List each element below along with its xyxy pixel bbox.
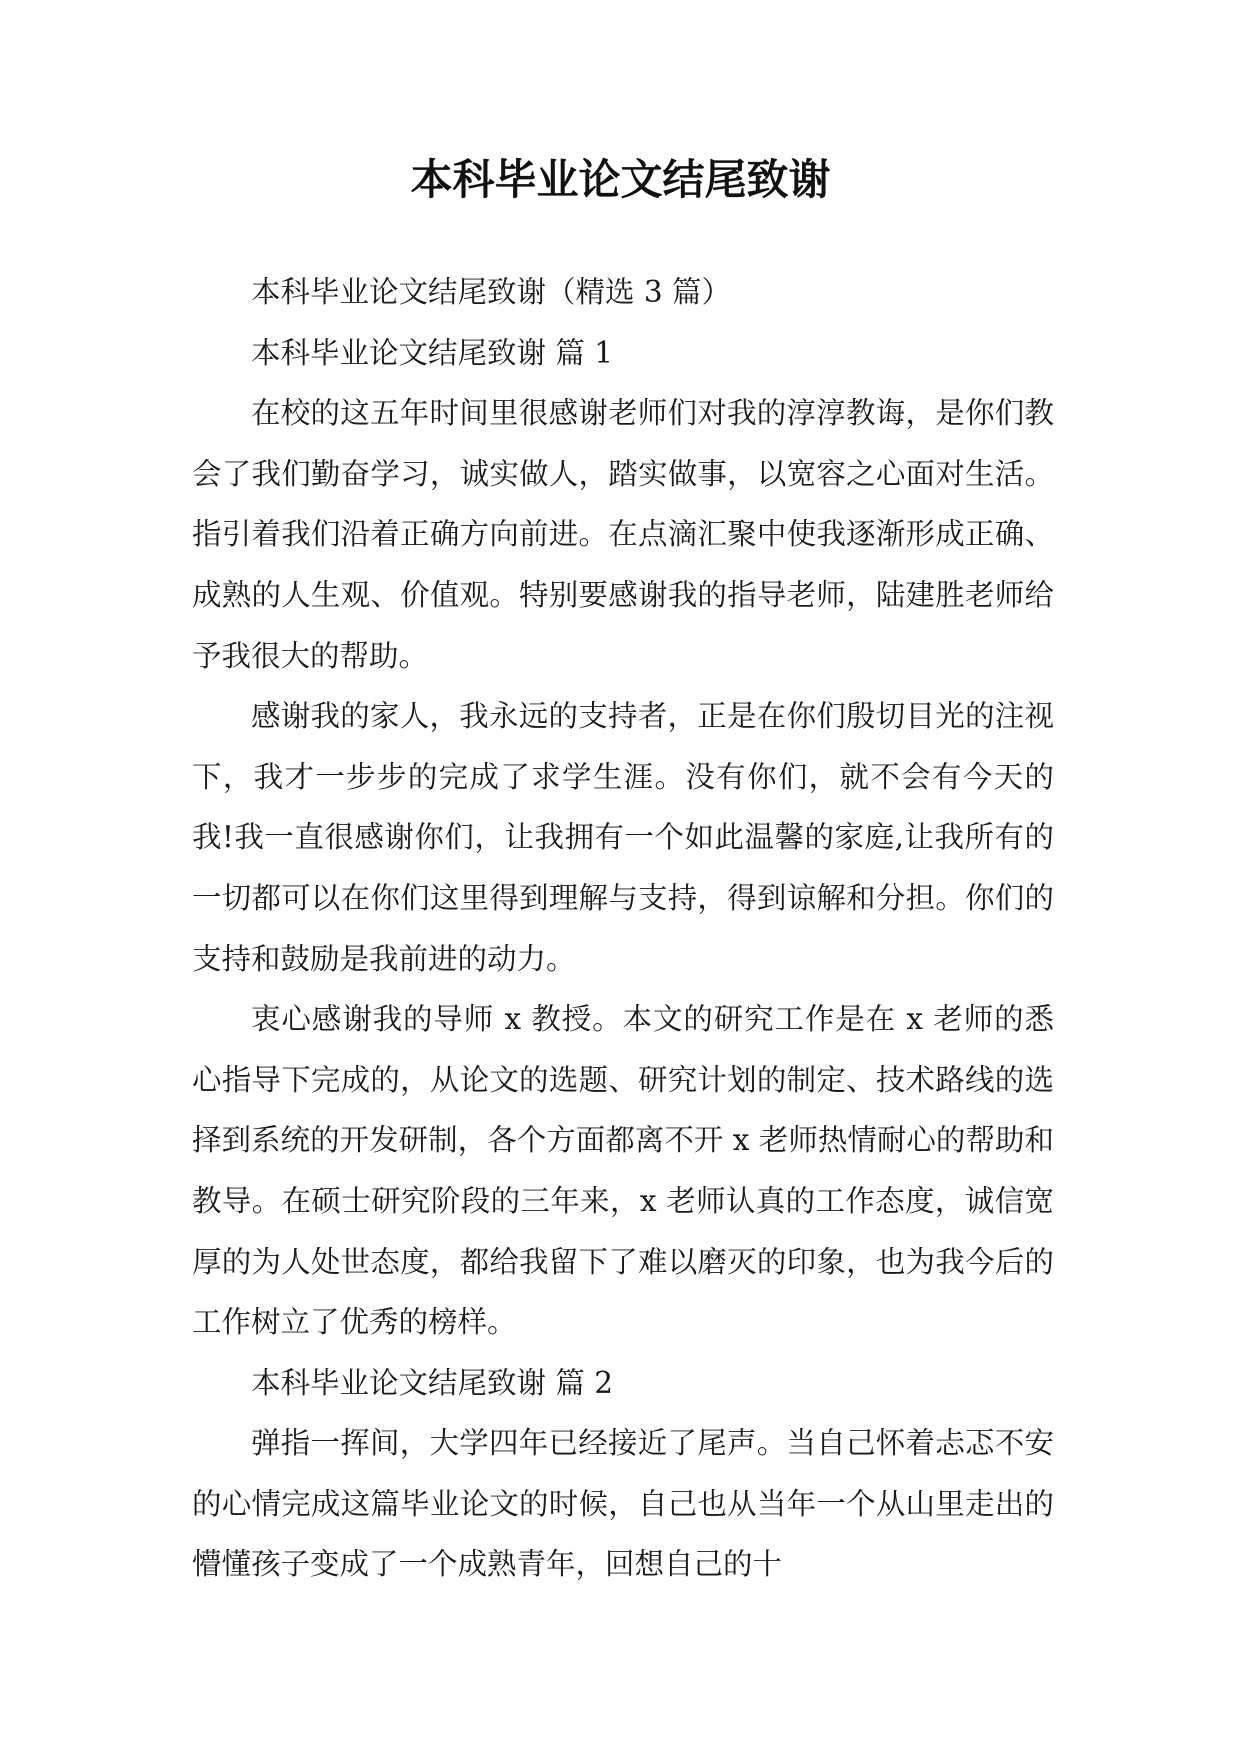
document-title: 本科毕业论文结尾致谢	[410, 155, 831, 204]
section-heading: 本科毕业论文结尾致谢 篇 2	[251, 1365, 614, 1400]
paragraph: 衷心感谢我的导师 x 教授。本文的研究工作是在 x 老师的悉心指导下完成的，从论文的选题、研究计划的制定、技术路线的选择到系统的开发研制，各个方面都离不开 x 老师热情耐心的帮助和教导。在硕士研究阶段的三年来，x 老师认真的工作态度，诚信宽厚的为人处世态度，都给我留下了难以磨灭的印象，也为我今后的工作树立了优秀的榜样。	[192, 1002, 1054, 1340]
paragraph: 感谢我的家人，我永远的支持者，正是在你们殷切目光的注视下，我才一步步的完成了求学生涯。没有你们，就不会有今天的我!我一直很感谢你们，让我拥有一个如此温馨的家庭,让我所有的一切都可以在你们这里得到理解与支持，得到谅解和分担。你们的支持和鼓励是我前进的动力。	[192, 699, 1054, 976]
document-subtitle: 本科毕业论文结尾致谢（精选 3 篇）	[251, 275, 732, 309]
document-body	[192, 262, 1054, 1595]
section-heading: 本科毕业论文结尾致谢 篇 1	[251, 335, 614, 370]
paragraph: 弹指一挥间，大学四年已经接近了尾声。当自己怀着忐忑不安的心情完成这篇毕业论文的时候，自己也从当年一个从山里走出的懵懂孩子变成了一个成熟青年，回想自己的十	[192, 1426, 1054, 1582]
paragraph: 在校的这五年时间里很感谢老师们对我的淳淳教诲，是你们教会了我们勤奋学习，诚实做人，踏实做事，以宽容之心面对生活。指引着我们沿着正确方向前进。在点滴汇聚中使我逐渐形成正确、成熟的人生观、价值观。特别要感谢我的指导老师，陆建胜老师给予我很大的帮助。	[192, 396, 1054, 673]
